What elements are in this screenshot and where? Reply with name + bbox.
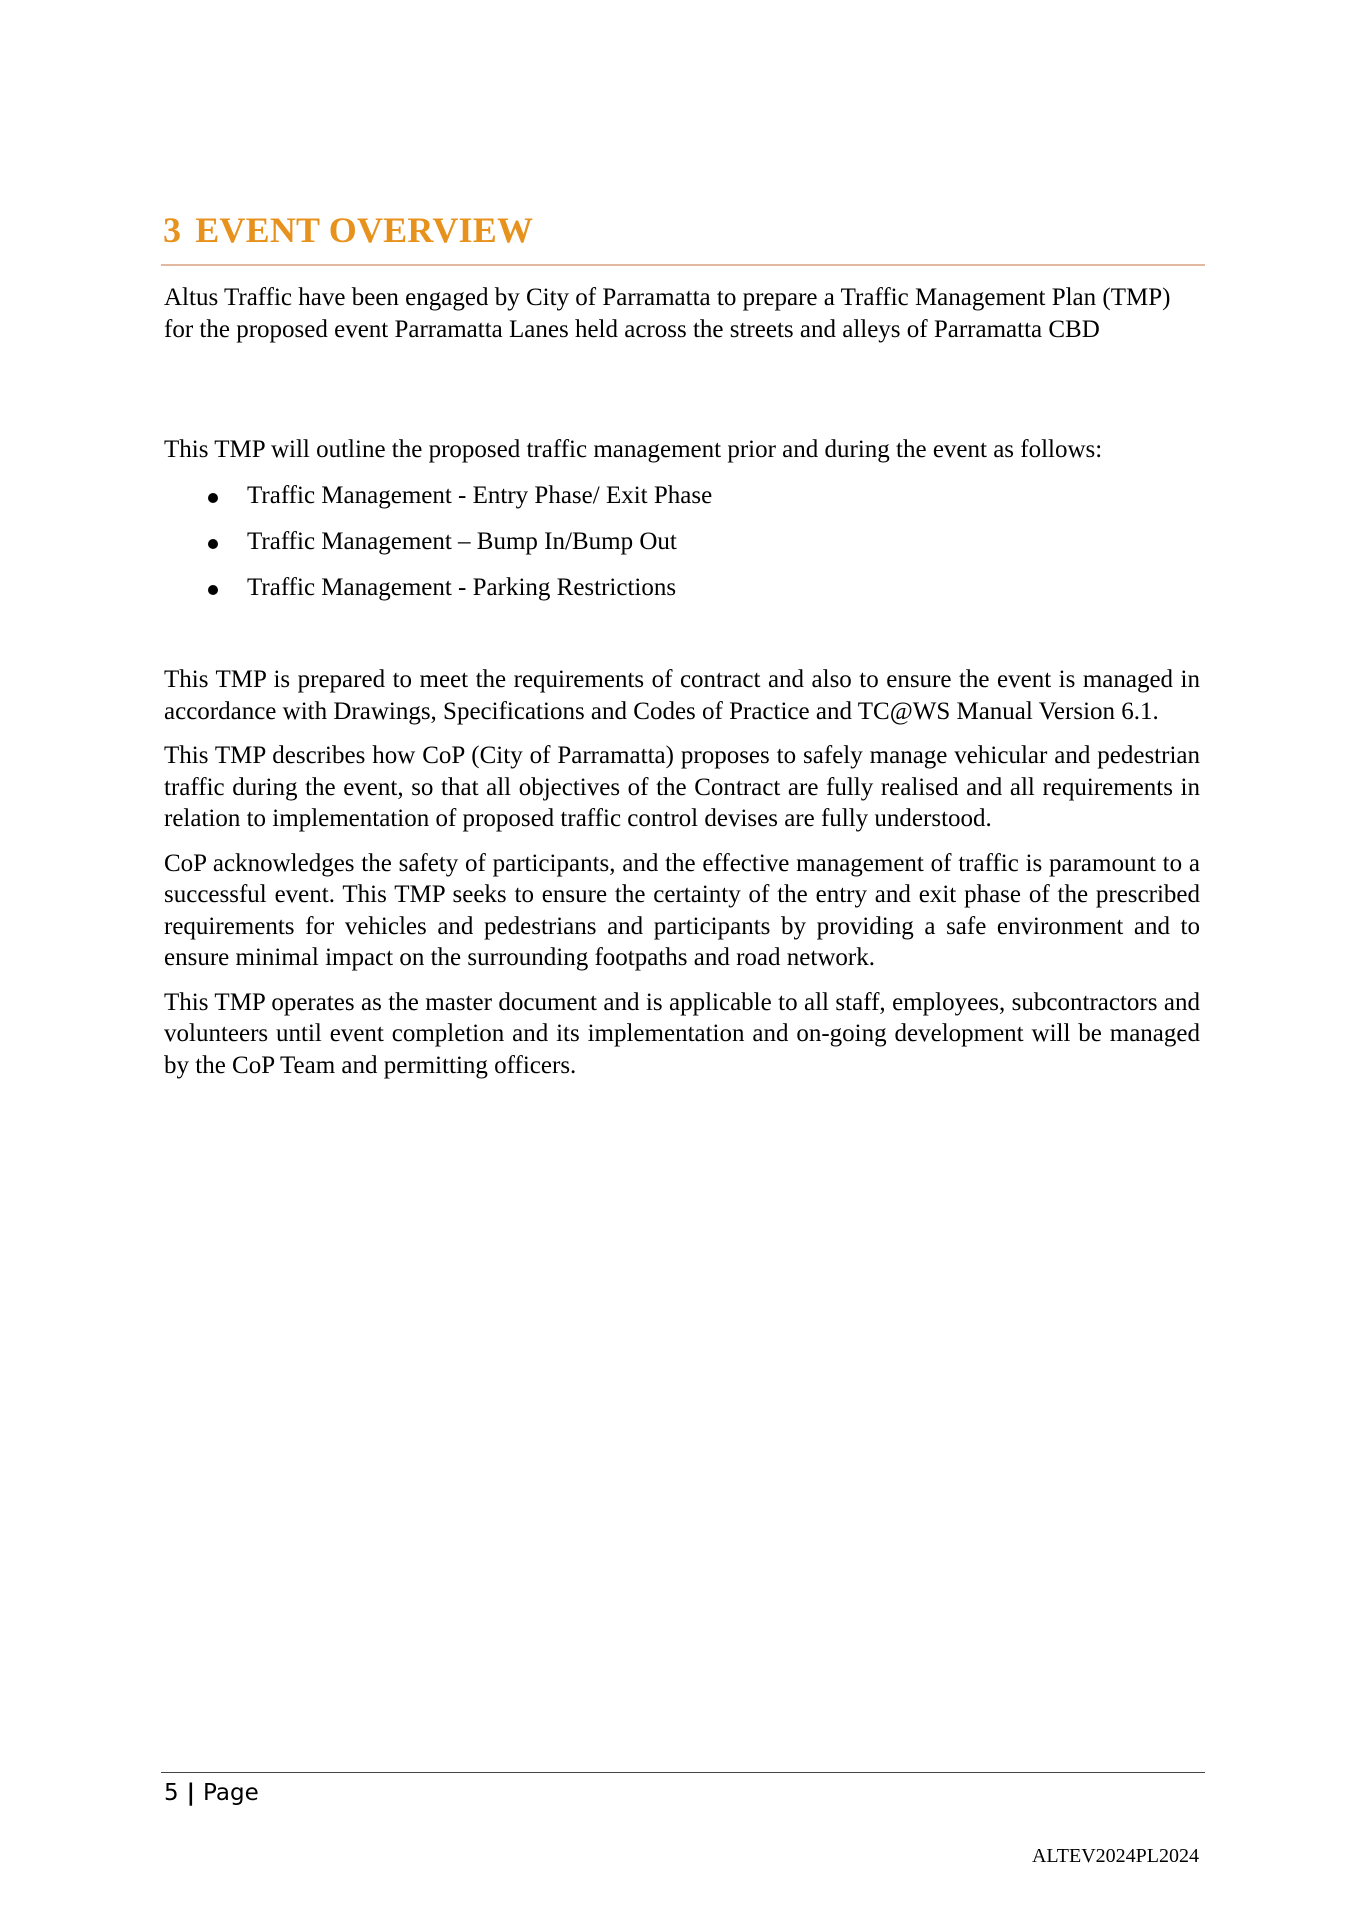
bullet-list xyxy=(164,480,1200,618)
page-number: 5 xyxy=(164,1780,179,1806)
outline-paragraph: This TMP will outline the proposed traffic management prior and during the event as follows: xyxy=(164,436,1103,463)
footer-divider xyxy=(161,1772,1205,1773)
list-item xyxy=(164,526,1200,572)
intro-block xyxy=(164,282,1200,358)
document-code: ALTEV2024PL2024 xyxy=(1031,1845,1199,1867)
page-label: Page xyxy=(203,1780,259,1806)
intro-paragraph: Altus Traffic have been engaged by City of Parramatta to prepare a Traffic Management Plan (TMP) for the proposed event Parramatta Lanes held across the streets and alleys of Parramatta CBD xyxy=(164,284,1171,343)
paragraph-requirements: This TMP is prepared to meet the requirements of contract and also to ensure the event is managed in accordance with Drawings, Specifications and Codes of Practice and TC@WS Manual Version 6.1. xyxy=(164,666,1200,725)
page-separator: | xyxy=(186,1780,196,1806)
page-number-footer xyxy=(164,1776,259,1810)
section-number: 3 xyxy=(163,210,182,250)
list-item xyxy=(164,480,1200,526)
outline-block xyxy=(164,434,1200,479)
main-body xyxy=(164,664,1200,1094)
list-item-text: Traffic Management – Bump In/Bump Out xyxy=(247,528,677,555)
bullet-icon xyxy=(208,585,218,595)
paragraph-management: This TMP describes how CoP (City of Parramatta) proposes to safely manage vehicular and pedestrian traffic during the event, so that all objectives of the Contract are fully realised and all requirements in relation to implementation of proposed traffic control devises are fully understood. xyxy=(164,742,1200,832)
list-item-text: Traffic Management - Entry Phase/ Exit Phase xyxy=(247,482,713,509)
section-title: EVENT OVERVIEW xyxy=(195,210,534,250)
list-item-text: Traffic Management - Parking Restrictions xyxy=(247,574,677,601)
paragraph-safety: CoP acknowledges the safety of participants, and the effective management of traffic is paramount to a successful event. This TMP seeks to ensure the certainty of the entry and exit phase of the prescribed requirements for vehicles and pedestrians and participants by providing a safe environment and to ensure minimal impact on the surrounding footpaths and road network. xyxy=(164,849,1200,971)
paragraph-master-document: This TMP operates as the master document and is applicable to all staff, employees, subcontractors and volunteers until event completion and its implementation and on-going development will be managed by the CoP Team and permitting officers. xyxy=(164,988,1200,1079)
list-item xyxy=(164,572,1200,618)
bullet-icon xyxy=(208,493,218,503)
heading-divider xyxy=(161,264,1205,266)
section-heading xyxy=(163,206,533,254)
bullet-icon xyxy=(208,539,218,549)
